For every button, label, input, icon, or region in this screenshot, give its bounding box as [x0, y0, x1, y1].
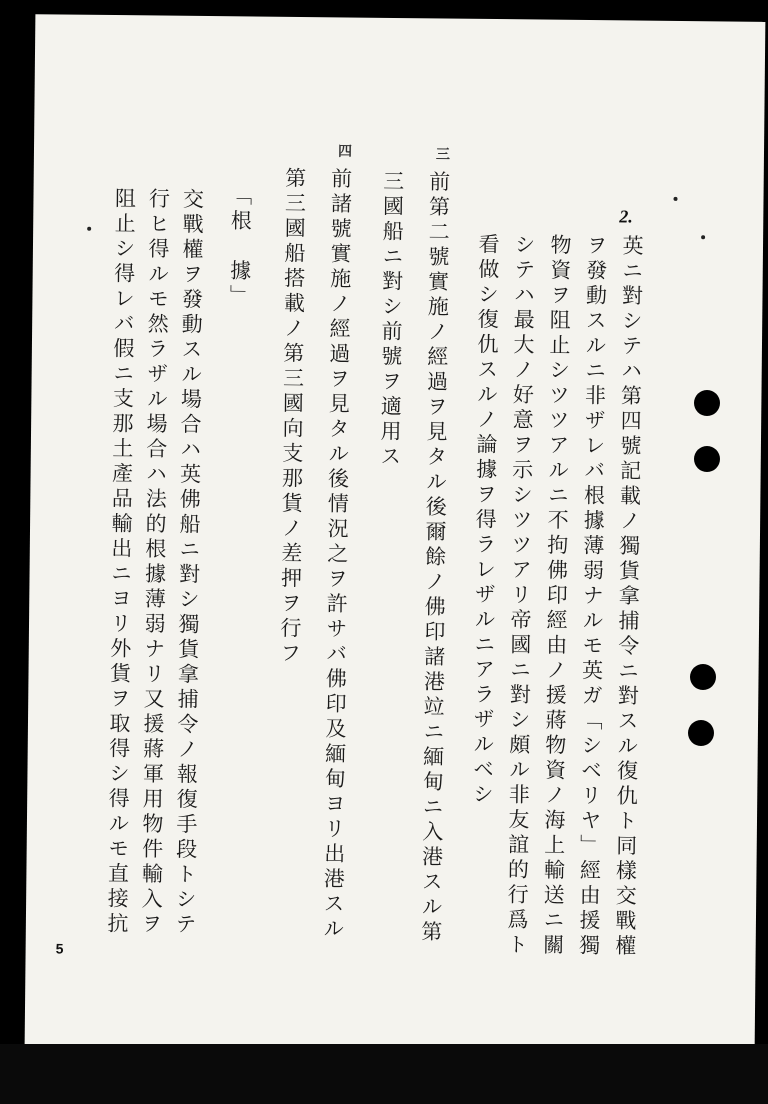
section-mark: 2.: [619, 206, 633, 227]
text-column-8: 前諸號實施ノ經過ヲ見タル後情況之ヲ許サバ佛印及緬甸ヨリ出港スル: [320, 167, 353, 943]
heading-konkyo: 「根 據」: [227, 184, 253, 310]
speck: [701, 235, 705, 239]
document-page: [25, 14, 766, 1052]
punch-hole: [694, 446, 720, 472]
text-column-9: 第三國船搭載ノ第三國向支那貨ノ差押ヲ行フ: [277, 166, 307, 668]
item-numeral-4: 四: [335, 143, 353, 158]
punch-hole: [688, 720, 714, 746]
speck: [673, 197, 677, 201]
scan-border: [0, 1044, 768, 1104]
speck: [87, 227, 91, 231]
page-number: 5: [55, 940, 64, 957]
item-numeral-3: 三: [433, 146, 451, 161]
text-column-5: 看做シ復仇スルノ論據ヲ得ラレザルニアラザルベシ: [470, 232, 501, 809]
text-column-6: 前第二號實施ノ經過ヲ見タル後爾餘ノ佛印諸港竝ニ緬甸ニ入港スル第: [418, 170, 451, 946]
text-column-4: シテハ最大ノ好意ヲ示シツツアリ帝國ニ對シ頗ル非友誼的行爲ト: [504, 233, 537, 959]
text-column-12: 阻止シ得レバ假ニ支那土產品輸出ニヨリ外貨ヲ取得シ得ルモ直接抗: [104, 187, 137, 938]
text-column-7: 三國船ニ對シ前號ヲ適用ス: [377, 169, 405, 471]
text-column-2: ヲ發動スルニ非ザレバ根據薄弱ナルモ英ガ「シベリヤ」經由援獨: [576, 233, 609, 960]
punch-hole: [694, 390, 720, 416]
text-column-3: 物資ヲ阻止シツツアルニ不拘佛印經由ノ援蔣物資ノ海上輸送ニ關: [540, 233, 573, 959]
text-column-1: 英ニ對シテハ第四號記載ノ獨貨拿捕令ニ對スル復仇ト同樣交戰權: [612, 234, 645, 960]
text-column-11: 行ヒ得ルモ然ラザル場合ハ法的根據薄弱ナリ又援蔣軍用物件輸入ヲ: [138, 187, 171, 938]
text-column-10: 交戰權ヲ發動スル場合ハ英佛船ニ對シ獨貨拿捕令ノ報復手段トシテ: [172, 187, 205, 938]
punch-hole: [690, 664, 716, 690]
